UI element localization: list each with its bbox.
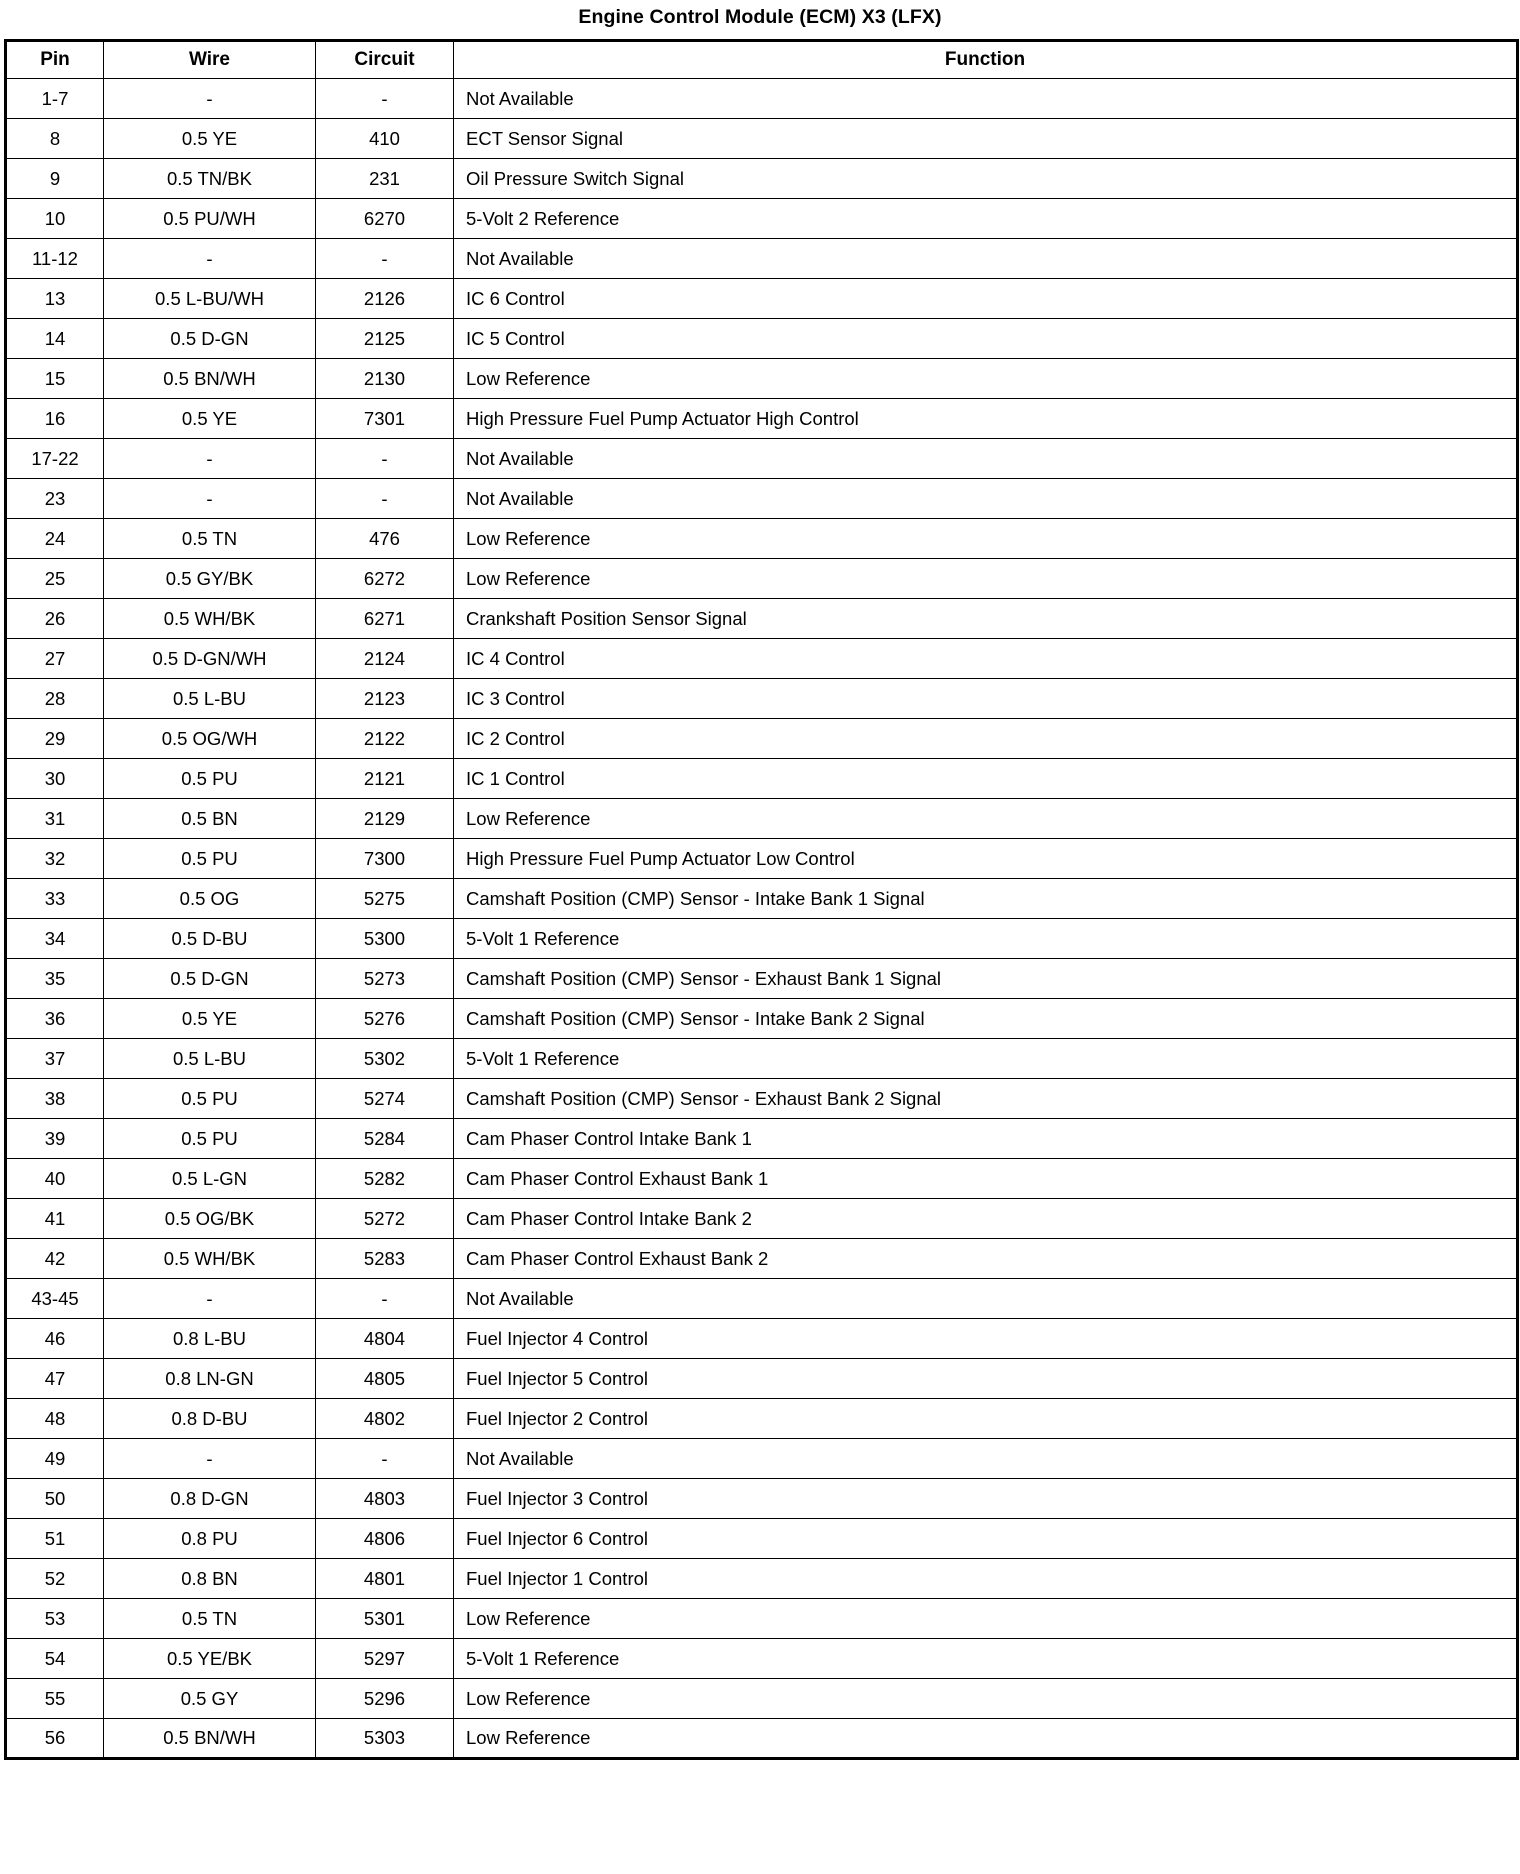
table-row xyxy=(6,759,1518,799)
cell-circuit: 4804 xyxy=(316,1319,454,1359)
cell-wire: 0.5 L-BU/WH xyxy=(104,279,316,319)
column-header-function: Function xyxy=(454,41,1518,79)
cell-function: 5-Volt 2 Reference xyxy=(454,199,1518,239)
table-row xyxy=(6,199,1518,239)
cell-circuit: 6270 xyxy=(316,199,454,239)
cell-circuit: 5282 xyxy=(316,1159,454,1199)
cell-wire: 0.8 D-GN xyxy=(104,1479,316,1519)
cell-circuit: - xyxy=(316,439,454,479)
table-row xyxy=(6,559,1518,599)
cell-wire: - xyxy=(104,1279,316,1319)
table-row xyxy=(6,1719,1518,1759)
cell-function: Low Reference xyxy=(454,1719,1518,1759)
cell-pin: 51 xyxy=(6,1519,104,1559)
cell-circuit: 5303 xyxy=(316,1719,454,1759)
cell-circuit: 2129 xyxy=(316,799,454,839)
cell-wire: 0.5 WH/BK xyxy=(104,599,316,639)
cell-pin: 33 xyxy=(6,879,104,919)
cell-function: IC 6 Control xyxy=(454,279,1518,319)
cell-pin: 52 xyxy=(6,1559,104,1599)
cell-pin: 34 xyxy=(6,919,104,959)
cell-circuit: 2124 xyxy=(316,639,454,679)
cell-wire: 0.5 PU xyxy=(104,839,316,879)
cell-wire: 0.5 OG xyxy=(104,879,316,919)
table-row xyxy=(6,799,1518,839)
table-row xyxy=(6,1559,1518,1599)
cell-pin: 54 xyxy=(6,1639,104,1679)
cell-circuit: 5272 xyxy=(316,1199,454,1239)
cell-function: IC 2 Control xyxy=(454,719,1518,759)
ecm-pinout-table xyxy=(4,39,1519,1760)
cell-function: High Pressure Fuel Pump Actuator Low Control xyxy=(454,839,1518,879)
cell-wire: 0.5 TN xyxy=(104,1599,316,1639)
cell-function: Fuel Injector 4 Control xyxy=(454,1319,1518,1359)
cell-wire: 0.5 YE xyxy=(104,399,316,439)
cell-function: Not Available xyxy=(454,239,1518,279)
cell-function: IC 1 Control xyxy=(454,759,1518,799)
cell-wire: 0.5 OG/WH xyxy=(104,719,316,759)
cell-wire: - xyxy=(104,1439,316,1479)
cell-function: Camshaft Position (CMP) Sensor - Exhaust Bank 2 Signal xyxy=(454,1079,1518,1119)
cell-circuit: 231 xyxy=(316,159,454,199)
cell-circuit: 5284 xyxy=(316,1119,454,1159)
cell-wire: 0.5 PU xyxy=(104,1079,316,1119)
cell-pin: 38 xyxy=(6,1079,104,1119)
cell-circuit: 476 xyxy=(316,519,454,559)
table-row xyxy=(6,1039,1518,1079)
cell-pin: 43-45 xyxy=(6,1279,104,1319)
cell-circuit: - xyxy=(316,239,454,279)
cell-wire: 0.5 D-GN xyxy=(104,319,316,359)
column-header-wire: Wire xyxy=(104,41,316,79)
cell-wire: 0.5 PU xyxy=(104,759,316,799)
table-row xyxy=(6,1239,1518,1279)
cell-function: Low Reference xyxy=(454,559,1518,599)
cell-circuit: 5273 xyxy=(316,959,454,999)
cell-pin: 24 xyxy=(6,519,104,559)
cell-wire: 0.5 L-GN xyxy=(104,1159,316,1199)
cell-pin: 31 xyxy=(6,799,104,839)
cell-function: 5-Volt 1 Reference xyxy=(454,1039,1518,1079)
cell-circuit: 5283 xyxy=(316,1239,454,1279)
table-row xyxy=(6,79,1518,119)
table-row xyxy=(6,839,1518,879)
table-row xyxy=(6,1119,1518,1159)
cell-circuit: 4802 xyxy=(316,1399,454,1439)
cell-function: Not Available xyxy=(454,1279,1518,1319)
cell-wire: 0.5 GY xyxy=(104,1679,316,1719)
table-header xyxy=(6,41,1518,79)
cell-circuit: 7300 xyxy=(316,839,454,879)
cell-pin: 9 xyxy=(6,159,104,199)
table-row xyxy=(6,519,1518,559)
table-row xyxy=(6,1439,1518,1479)
table-row xyxy=(6,1279,1518,1319)
cell-function: Crankshaft Position Sensor Signal xyxy=(454,599,1518,639)
table-row xyxy=(6,279,1518,319)
cell-wire: 0.5 WH/BK xyxy=(104,1239,316,1279)
table-row xyxy=(6,399,1518,439)
cell-circuit: - xyxy=(316,79,454,119)
table-row xyxy=(6,359,1518,399)
cell-circuit: - xyxy=(316,479,454,519)
table-row xyxy=(6,919,1518,959)
cell-pin: 50 xyxy=(6,1479,104,1519)
cell-wire: 0.5 L-BU xyxy=(104,679,316,719)
cell-pin: 41 xyxy=(6,1199,104,1239)
cell-circuit: 5296 xyxy=(316,1679,454,1719)
table-row xyxy=(6,719,1518,759)
table-container xyxy=(0,39,1520,1760)
table-row xyxy=(6,999,1518,1039)
cell-circuit: 2125 xyxy=(316,319,454,359)
cell-circuit: 410 xyxy=(316,119,454,159)
cell-pin: 29 xyxy=(6,719,104,759)
cell-function: Oil Pressure Switch Signal xyxy=(454,159,1518,199)
cell-function: IC 4 Control xyxy=(454,639,1518,679)
cell-wire: 0.5 YE xyxy=(104,999,316,1039)
cell-pin: 30 xyxy=(6,759,104,799)
page-title: Engine Control Module (ECM) X3 (LFX) xyxy=(578,6,942,28)
cell-circuit: 5276 xyxy=(316,999,454,1039)
cell-pin: 16 xyxy=(6,399,104,439)
cell-circuit: 5300 xyxy=(316,919,454,959)
table-row xyxy=(6,1359,1518,1399)
column-header-circuit: Circuit xyxy=(316,41,454,79)
cell-circuit: 5297 xyxy=(316,1639,454,1679)
cell-function: Fuel Injector 3 Control xyxy=(454,1479,1518,1519)
cell-function: IC 3 Control xyxy=(454,679,1518,719)
cell-function: IC 5 Control xyxy=(454,319,1518,359)
cell-pin: 32 xyxy=(6,839,104,879)
cell-function: Not Available xyxy=(454,79,1518,119)
cell-wire: 0.5 PU/WH xyxy=(104,199,316,239)
cell-pin: 11-12 xyxy=(6,239,104,279)
cell-circuit: 2121 xyxy=(316,759,454,799)
cell-function: Camshaft Position (CMP) Sensor - Exhaust Bank 1 Signal xyxy=(454,959,1518,999)
cell-pin: 39 xyxy=(6,1119,104,1159)
cell-wire: 0.5 D-BU xyxy=(104,919,316,959)
cell-pin: 35 xyxy=(6,959,104,999)
cell-function: Not Available xyxy=(454,479,1518,519)
cell-pin: 53 xyxy=(6,1599,104,1639)
cell-pin: 14 xyxy=(6,319,104,359)
cell-function: Low Reference xyxy=(454,1679,1518,1719)
cell-wire: 0.8 L-BU xyxy=(104,1319,316,1359)
cell-circuit: 2123 xyxy=(316,679,454,719)
cell-function: Cam Phaser Control Intake Bank 1 xyxy=(454,1119,1518,1159)
cell-circuit: 6271 xyxy=(316,599,454,639)
table-header-row xyxy=(6,41,1518,79)
cell-pin: 8 xyxy=(6,119,104,159)
cell-function: Low Reference xyxy=(454,519,1518,559)
cell-pin: 40 xyxy=(6,1159,104,1199)
cell-function: 5-Volt 1 Reference xyxy=(454,1639,1518,1679)
table-row xyxy=(6,1479,1518,1519)
table-row xyxy=(6,1399,1518,1439)
column-header-pin: Pin xyxy=(6,41,104,79)
cell-wire: 0.5 OG/BK xyxy=(104,1199,316,1239)
cell-function: High Pressure Fuel Pump Actuator High Control xyxy=(454,399,1518,439)
cell-function: ECT Sensor Signal xyxy=(454,119,1518,159)
table-row xyxy=(6,1079,1518,1119)
cell-circuit: 5302 xyxy=(316,1039,454,1079)
table-row xyxy=(6,119,1518,159)
cell-circuit: 6272 xyxy=(316,559,454,599)
cell-pin: 46 xyxy=(6,1319,104,1359)
cell-wire: 0.5 BN xyxy=(104,799,316,839)
cell-pin: 10 xyxy=(6,199,104,239)
cell-pin: 37 xyxy=(6,1039,104,1079)
table-row xyxy=(6,879,1518,919)
cell-pin: 36 xyxy=(6,999,104,1039)
cell-pin: 23 xyxy=(6,479,104,519)
cell-circuit: 5275 xyxy=(316,879,454,919)
cell-pin: 15 xyxy=(6,359,104,399)
cell-pin: 49 xyxy=(6,1439,104,1479)
cell-circuit: - xyxy=(316,1279,454,1319)
cell-wire: 0.8 BN xyxy=(104,1559,316,1599)
cell-wire: 0.5 L-BU xyxy=(104,1039,316,1079)
table-row xyxy=(6,1159,1518,1199)
cell-wire: - xyxy=(104,439,316,479)
table-row xyxy=(6,679,1518,719)
table-row xyxy=(6,599,1518,639)
table-row xyxy=(6,159,1518,199)
table-row xyxy=(6,479,1518,519)
cell-function: Low Reference xyxy=(454,1599,1518,1639)
cell-circuit: 2122 xyxy=(316,719,454,759)
cell-wire: 0.5 YE xyxy=(104,119,316,159)
cell-pin: 26 xyxy=(6,599,104,639)
table-body xyxy=(6,79,1518,1759)
cell-function: 5-Volt 1 Reference xyxy=(454,919,1518,959)
cell-circuit: 5301 xyxy=(316,1599,454,1639)
cell-circuit: 4801 xyxy=(316,1559,454,1599)
cell-wire: 0.8 PU xyxy=(104,1519,316,1559)
cell-function: Camshaft Position (CMP) Sensor - Intake Bank 1 Signal xyxy=(454,879,1518,919)
cell-wire: 0.5 GY/BK xyxy=(104,559,316,599)
cell-circuit: 2130 xyxy=(316,359,454,399)
cell-function: Not Available xyxy=(454,1439,1518,1479)
cell-function: Camshaft Position (CMP) Sensor - Intake Bank 2 Signal xyxy=(454,999,1518,1039)
cell-wire: - xyxy=(104,479,316,519)
cell-pin: 13 xyxy=(6,279,104,319)
table-row xyxy=(6,319,1518,359)
cell-pin: 25 xyxy=(6,559,104,599)
cell-function: Fuel Injector 5 Control xyxy=(454,1359,1518,1399)
cell-function: Low Reference xyxy=(454,799,1518,839)
cell-wire: 0.5 PU xyxy=(104,1119,316,1159)
cell-function: Fuel Injector 1 Control xyxy=(454,1559,1518,1599)
table-row xyxy=(6,239,1518,279)
cell-function: Not Available xyxy=(454,439,1518,479)
cell-circuit: 4806 xyxy=(316,1519,454,1559)
table-row xyxy=(6,959,1518,999)
cell-wire: 0.5 D-GN/WH xyxy=(104,639,316,679)
cell-function: Fuel Injector 2 Control xyxy=(454,1399,1518,1439)
cell-pin: 17-22 xyxy=(6,439,104,479)
cell-wire: 0.5 YE/BK xyxy=(104,1639,316,1679)
cell-function: Cam Phaser Control Intake Bank 2 xyxy=(454,1199,1518,1239)
cell-pin: 42 xyxy=(6,1239,104,1279)
cell-pin: 47 xyxy=(6,1359,104,1399)
cell-circuit: 7301 xyxy=(316,399,454,439)
cell-wire: 0.5 D-GN xyxy=(104,959,316,999)
cell-function: Fuel Injector 6 Control xyxy=(454,1519,1518,1559)
cell-wire: - xyxy=(104,79,316,119)
cell-pin: 48 xyxy=(6,1399,104,1439)
table-row xyxy=(6,1679,1518,1719)
cell-wire: - xyxy=(104,239,316,279)
cell-circuit: - xyxy=(316,1439,454,1479)
table-row xyxy=(6,1599,1518,1639)
table-row xyxy=(6,1199,1518,1239)
table-row xyxy=(6,639,1518,679)
cell-pin: 56 xyxy=(6,1719,104,1759)
cell-pin: 55 xyxy=(6,1679,104,1719)
table-row xyxy=(6,1319,1518,1359)
cell-function: Low Reference xyxy=(454,359,1518,399)
cell-wire: 0.5 TN/BK xyxy=(104,159,316,199)
table-row xyxy=(6,1639,1518,1679)
cell-circuit: 5274 xyxy=(316,1079,454,1119)
table-row xyxy=(6,439,1518,479)
cell-pin: 1-7 xyxy=(6,79,104,119)
cell-function: Cam Phaser Control Exhaust Bank 2 xyxy=(454,1239,1518,1279)
cell-wire: 0.8 D-BU xyxy=(104,1399,316,1439)
cell-function: Cam Phaser Control Exhaust Bank 1 xyxy=(454,1159,1518,1199)
cell-wire: 0.5 BN/WH xyxy=(104,359,316,399)
cell-wire: 0.5 TN xyxy=(104,519,316,559)
cell-circuit: 4803 xyxy=(316,1479,454,1519)
cell-wire: 0.5 BN/WH xyxy=(104,1719,316,1759)
table-row xyxy=(6,1519,1518,1559)
cell-circuit: 2126 xyxy=(316,279,454,319)
cell-wire: 0.8 LN-GN xyxy=(104,1359,316,1399)
cell-circuit: 4805 xyxy=(316,1359,454,1399)
cell-pin: 27 xyxy=(6,639,104,679)
cell-pin: 28 xyxy=(6,679,104,719)
